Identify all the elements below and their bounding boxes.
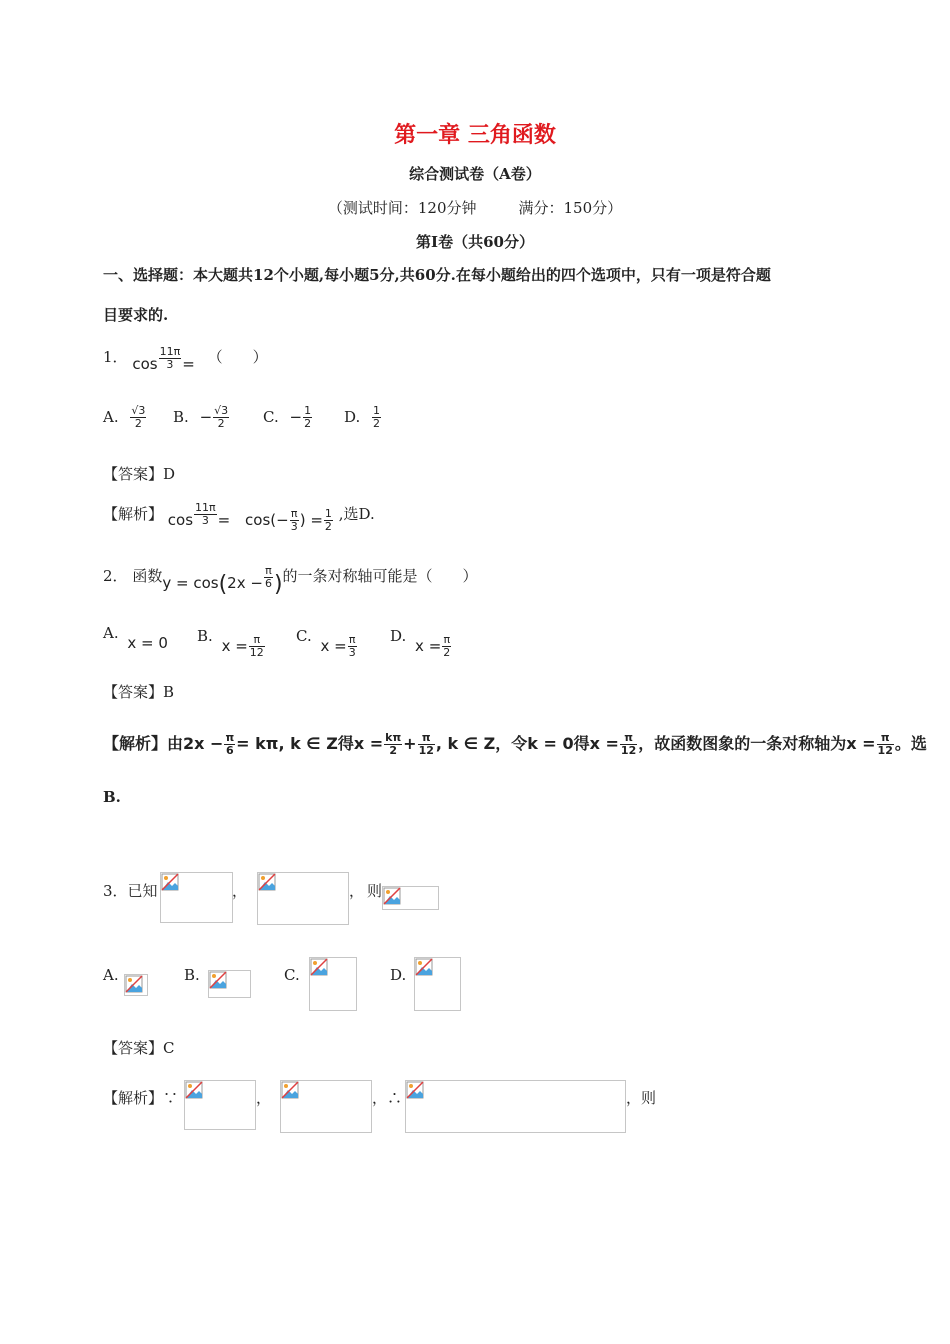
frac-num: 1 — [304, 404, 312, 417]
frac-den: 2 — [443, 646, 451, 659]
analysis-frac — [224, 732, 235, 757]
option-frac — [303, 405, 312, 430]
q3-comma: ， — [232, 882, 248, 900]
frac-den: 2 — [373, 417, 381, 430]
broken-image-icon — [125, 975, 143, 993]
option-label: D. — [344, 408, 361, 426]
q2-lead: 函数 — [132, 567, 163, 585]
q3-option-c-label: C. — [284, 966, 300, 984]
answer-value: B — [163, 683, 175, 701]
analysis-text: 由 — [167, 734, 184, 753]
q1-analysis — [103, 501, 375, 533]
test-info — [0, 197, 950, 218]
option-label: B. — [173, 408, 189, 426]
expr-mid: cos(− — [245, 511, 289, 529]
expr-eq: = — [217, 511, 231, 529]
answer-paren: （ ） — [207, 348, 268, 366]
frac-den: 2 — [304, 417, 312, 430]
question-number: 2． — [103, 567, 128, 585]
expr-inner: 2x − — [227, 574, 263, 592]
frac-den: 12 — [877, 744, 893, 757]
q1-option-a — [103, 405, 147, 430]
option-frac — [372, 405, 381, 430]
analysis-frac — [877, 732, 894, 757]
broken-image — [309, 957, 357, 1011]
q2-analysis — [103, 731, 927, 757]
analysis-text: 。选 — [894, 734, 927, 753]
option-frac — [348, 634, 357, 659]
frac-den: 6 — [264, 577, 272, 590]
q1-option-d — [344, 405, 382, 430]
frac-den: 2 — [389, 744, 397, 757]
frac-den: 3 — [348, 646, 356, 659]
q3-analysis-tail: ，则 — [626, 1089, 657, 1107]
q2-option-d — [390, 624, 452, 659]
broken-image-icon — [258, 873, 276, 891]
question-1-stem — [103, 345, 268, 373]
broken-image-icon — [406, 1081, 424, 1099]
question-number: 3． — [103, 882, 128, 900]
broken-image — [160, 872, 233, 923]
frac-num: 11π — [159, 345, 181, 358]
frac-num: π — [348, 633, 356, 646]
q1-expr-eq: = — [182, 355, 195, 373]
frac-den: 12 — [249, 646, 264, 659]
analysis-label: 【解析】 — [103, 1089, 164, 1107]
q3-option-d-label: D. — [390, 966, 407, 984]
score-info: 满分：150分） — [518, 199, 623, 217]
analysis-text: ，故函数图象的一条对称轴为 — [638, 734, 847, 753]
analysis-label: 【解析】 — [103, 505, 164, 523]
broken-image — [280, 1080, 372, 1133]
q3-answer — [103, 1037, 175, 1058]
frac-num: π — [290, 507, 298, 520]
answer-label: 【答案】 — [103, 683, 164, 701]
part-heading: 第Ⅰ卷（共60分） — [416, 233, 534, 251]
frac-den: 3 — [290, 520, 298, 533]
question-2-stem — [103, 564, 478, 597]
q2-answer — [103, 681, 174, 702]
option-label: D. — [390, 627, 407, 645]
time-info: （测试时间：120分钟 — [327, 199, 477, 217]
broken-image-icon — [209, 971, 227, 989]
broken-image-icon — [383, 887, 401, 905]
frac-num: π — [620, 732, 637, 745]
frac-num: π — [877, 732, 894, 745]
broken-image-icon — [310, 958, 328, 976]
answer-value: D — [163, 465, 176, 483]
option-frac — [213, 405, 229, 430]
analysis-text: 得 — [573, 734, 590, 753]
section-heading-line2: 目要求的. — [103, 306, 169, 324]
option-frac — [130, 405, 146, 430]
broken-image — [124, 974, 148, 996]
frac-den: 2 — [217, 417, 225, 430]
analysis-math: + — [403, 734, 417, 753]
option-label: A. — [103, 624, 119, 642]
answer-label: 【答案】 — [103, 1039, 164, 1057]
q3-analysis-comma: ， — [256, 1089, 272, 1107]
expr-close: ) = — [299, 511, 323, 529]
q3-option-a-label: A. — [103, 966, 119, 984]
q2-option-a — [103, 624, 168, 652]
question-3-number — [103, 880, 158, 901]
option-expr: x = — [221, 637, 248, 655]
frac-num: π — [443, 633, 451, 646]
option-expr: x = 0 — [127, 634, 168, 652]
analysis-math: = kπ, k ∈ Z — [236, 734, 338, 753]
frac-num: π — [249, 634, 265, 647]
q3-lead: 已知 — [127, 882, 158, 900]
analysis-text: ，令 — [495, 734, 528, 753]
expr-fn: cos — [167, 511, 194, 529]
answer-label: 【答案】 — [103, 465, 164, 483]
section-heading-line1: 一、选择题：本大题共12个小题,每小题5分,共60分.在每小题给出的四个选项中，只有一项是符合题 — [103, 266, 771, 284]
frac-den: 2 — [324, 520, 332, 533]
q2-tail: 的一条对称轴可能是（ ） — [282, 567, 478, 585]
expr-frac — [324, 508, 333, 533]
analysis-frac — [418, 732, 435, 757]
frac-num: kπ — [385, 731, 402, 744]
q3-analysis — [103, 1087, 178, 1108]
question-number: 1． — [103, 348, 128, 366]
frac-num: 1 — [324, 507, 332, 520]
q1-option-b — [173, 405, 230, 430]
answer-value: C — [163, 1039, 175, 1057]
broken-image — [405, 1080, 626, 1133]
broken-image — [382, 886, 439, 910]
analysis-tail: ,选D. — [338, 505, 375, 523]
option-sign: − — [289, 408, 303, 426]
frac-num: √3 — [214, 404, 229, 417]
q1-expr-frac — [159, 346, 182, 371]
analysis-math: k = 0 — [527, 734, 574, 753]
expr-frac — [194, 502, 217, 527]
frac-den: 2 — [134, 417, 142, 430]
frac-num: 11π — [195, 501, 216, 514]
frac-num: π — [225, 731, 235, 744]
q3-comma: ， — [349, 882, 365, 900]
analysis-frac — [384, 732, 402, 757]
option-frac — [442, 634, 451, 659]
frac-num: 1 — [373, 404, 381, 417]
option-sign: − — [199, 408, 213, 426]
option-frac — [249, 634, 265, 659]
option-expr: x = — [320, 637, 347, 655]
broken-image — [208, 970, 251, 998]
q1-answer — [103, 463, 175, 484]
q2-option-c — [296, 624, 358, 659]
analysis-math: 2x − — [183, 734, 224, 753]
frac-den: 12 — [620, 744, 637, 757]
because-symbol: ∵ — [163, 1089, 179, 1107]
frac-num: π — [265, 564, 272, 577]
frac-den: 3 — [201, 514, 209, 527]
frac-den: 3 — [166, 358, 174, 371]
option-expr: x = — [415, 637, 442, 655]
analysis-math: x = — [846, 734, 876, 753]
q2-analysis-continuation: B. — [103, 788, 121, 806]
frac-num: √3 — [131, 404, 146, 417]
q1-expr-fn: cos — [132, 355, 158, 373]
document-subtitle: 综合测试卷（A卷） — [409, 165, 541, 183]
q3-therefore: ，∴ — [372, 1089, 403, 1107]
option-label: A. — [103, 408, 119, 426]
analysis-label: 【解析】 — [103, 734, 168, 753]
document-title: 第一章 三角函数 — [394, 122, 556, 148]
analysis-math: x = — [353, 734, 384, 753]
option-label: B. — [197, 627, 213, 645]
q3-option-b-label: B. — [184, 966, 200, 984]
frac-den: 6 — [225, 744, 234, 757]
expr-pre: y = cos — [162, 574, 219, 592]
broken-image-icon — [415, 958, 433, 976]
frac-den: 12 — [418, 744, 434, 757]
analysis-math: x = — [589, 734, 619, 753]
frac-num: π — [418, 732, 435, 745]
broken-image — [414, 957, 461, 1011]
option-label: C. — [296, 627, 312, 645]
broken-image-icon — [161, 873, 179, 891]
option-label: C. — [263, 408, 279, 426]
analysis-text: 得 — [337, 734, 354, 753]
q3-then: 则 — [367, 882, 383, 900]
broken-image-icon — [281, 1081, 299, 1099]
q1-option-c — [263, 405, 313, 430]
q2-option-b — [197, 624, 266, 659]
expr-frac — [264, 565, 273, 590]
analysis-math: , k ∈ Z — [435, 734, 496, 753]
broken-image — [184, 1080, 256, 1130]
expr-frac — [290, 508, 299, 533]
broken-image-icon — [185, 1081, 203, 1099]
q2-expr: y = cos(2x − $\frac{\pi}{6}$ ) — [162, 564, 283, 597]
broken-image — [257, 872, 349, 925]
analysis-frac — [620, 732, 637, 757]
